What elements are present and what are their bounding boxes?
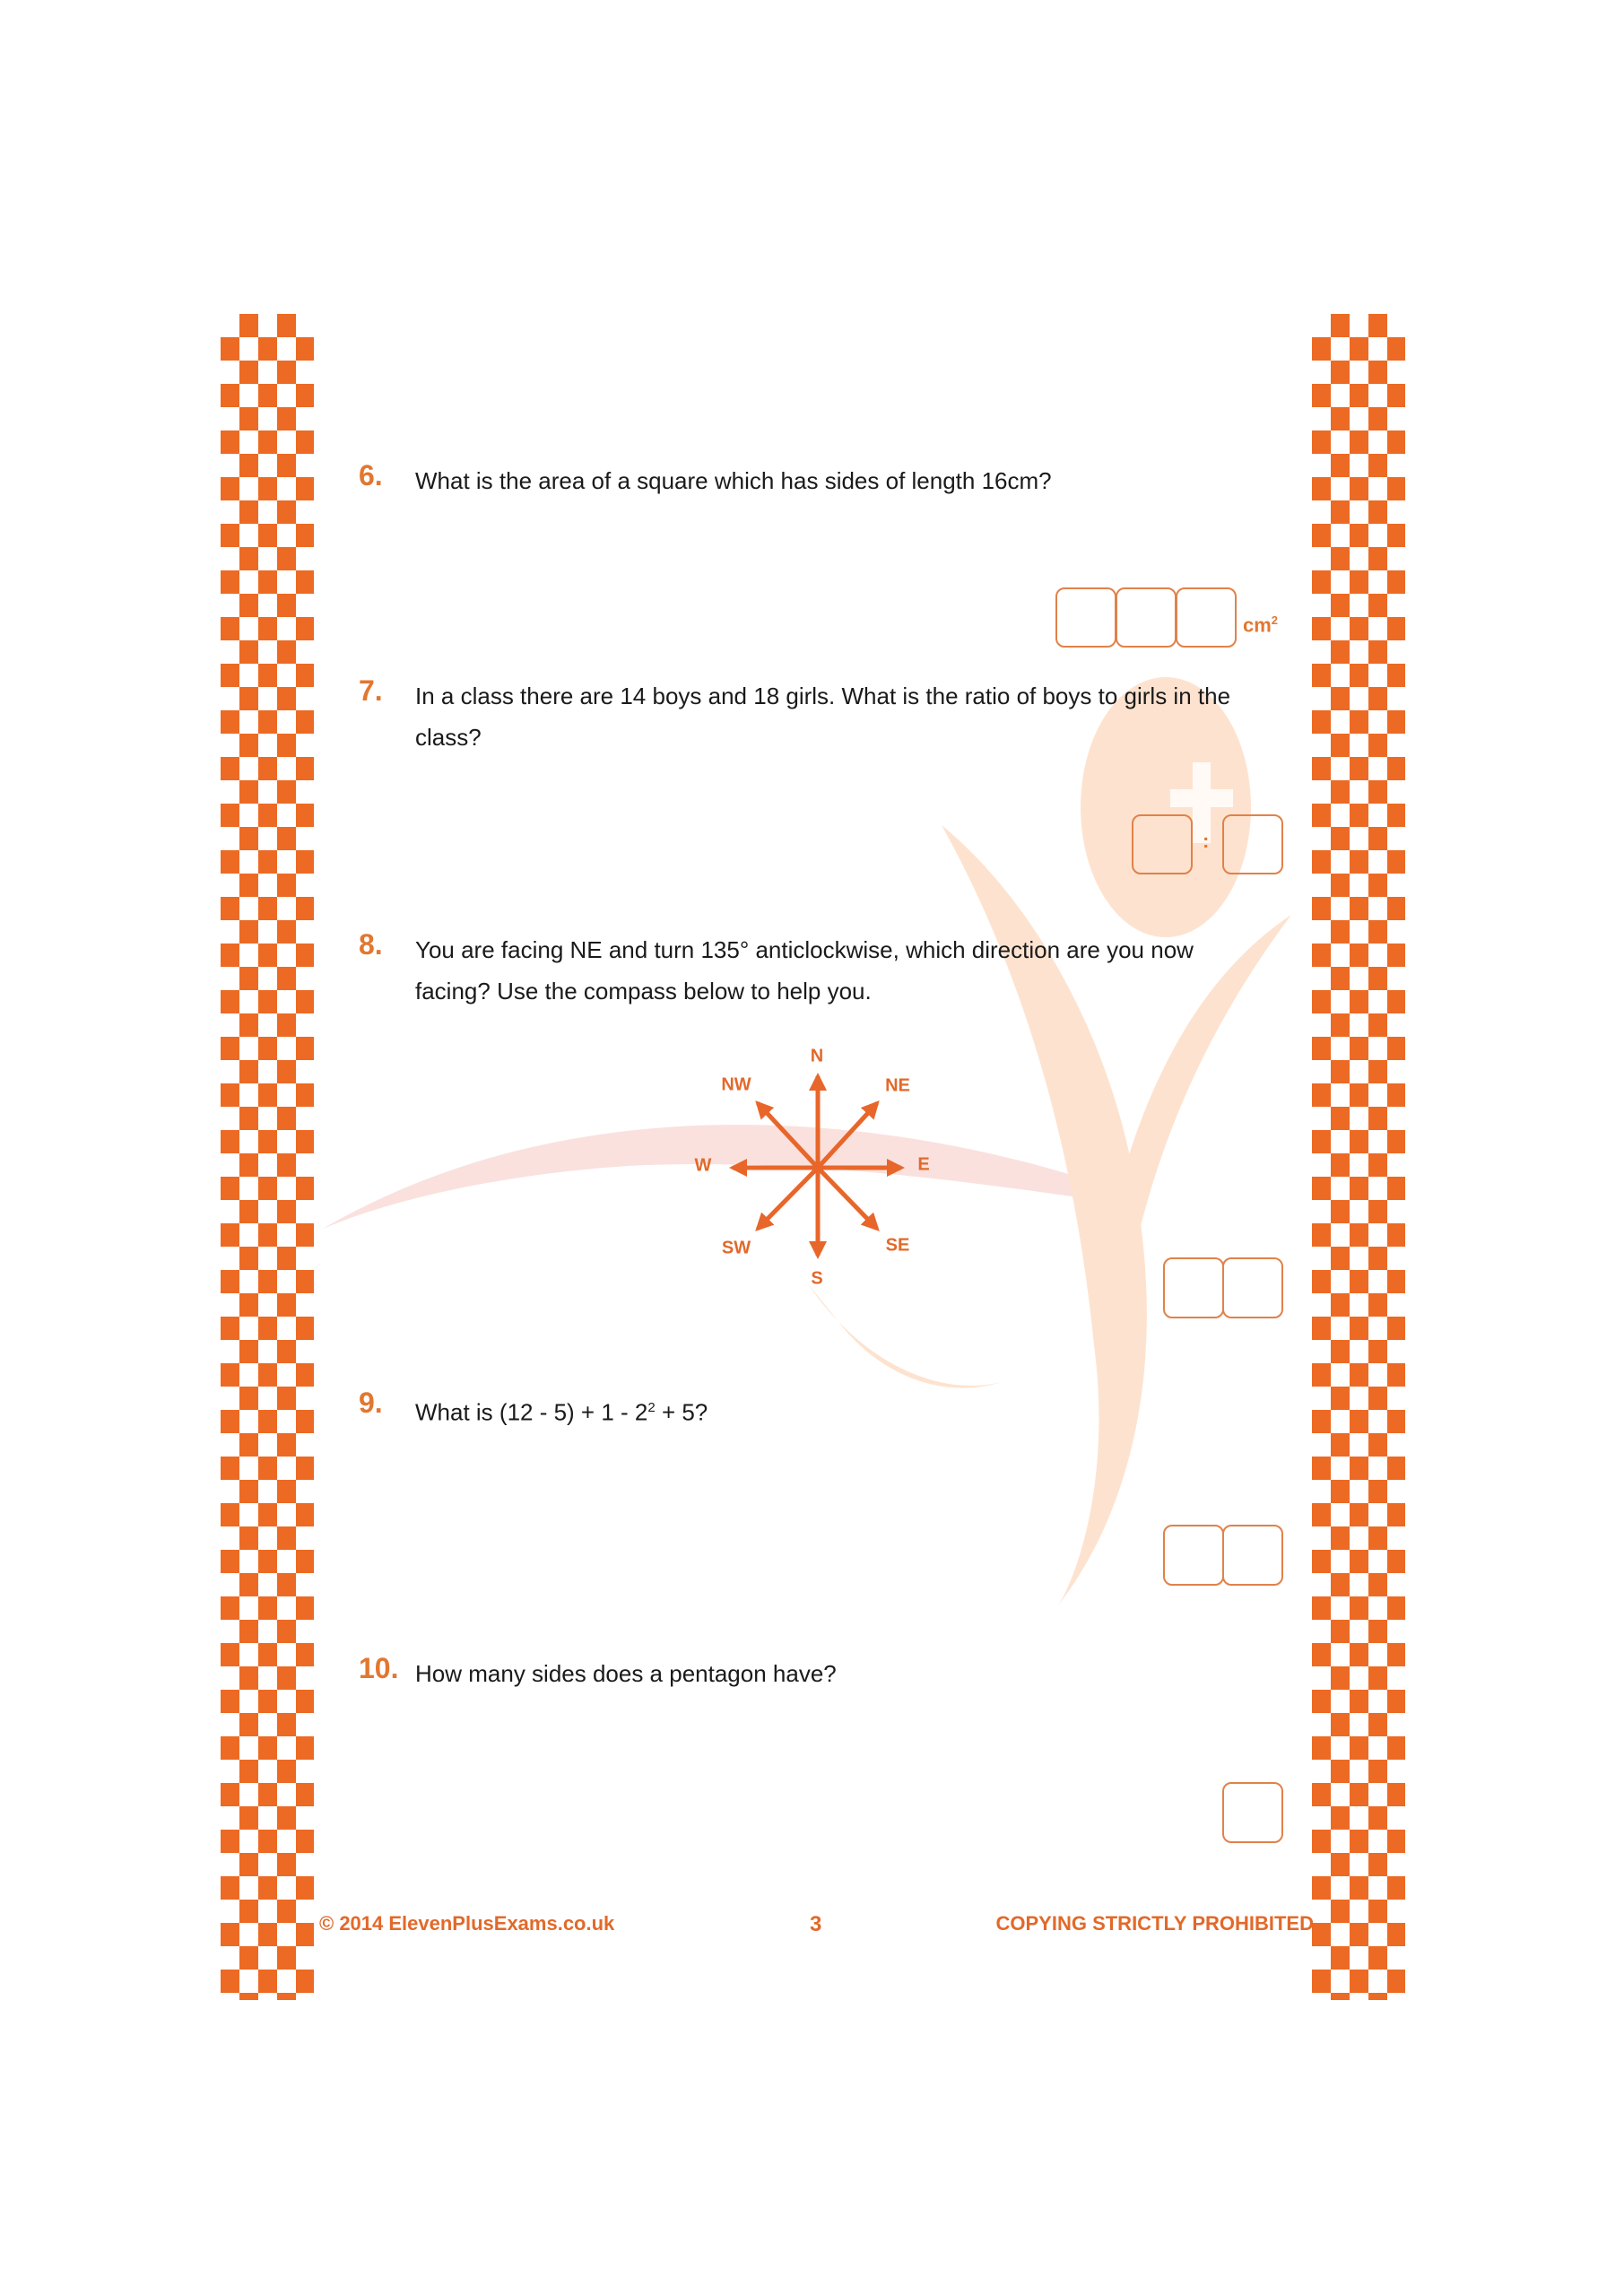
compass-label-sw: SW	[721, 1238, 751, 1258]
compass-label-ne: NE	[885, 1075, 910, 1096]
compass-arrow-ne	[818, 1103, 877, 1168]
question-9-text	[415, 1387, 1294, 1433]
question-10-text: How many sides does a pentagon have?	[415, 1660, 837, 1687]
footer-copyright: © 2014 ElevenPlusExams.co.uk	[319, 1912, 615, 1935]
unit-text: cm	[1243, 613, 1272, 637]
compass-arrow-sw	[758, 1168, 818, 1229]
compass-label-n: N	[810, 1046, 824, 1066]
answer-box-q10[interactable]	[1222, 1782, 1283, 1843]
compass-label-e: E	[917, 1154, 930, 1175]
compass-arrow-nw	[758, 1103, 818, 1168]
question-7-number: 7.	[359, 674, 383, 707]
question-9-text-part: What is (12 - 5) + 1 - 2	[415, 1398, 648, 1426]
question-6-number: 6.	[359, 459, 383, 491]
answer-box-q9-1[interactable]	[1163, 1525, 1224, 1586]
question-9-text-part: + 5?	[655, 1398, 708, 1426]
answer-box-q8-2[interactable]	[1222, 1257, 1283, 1318]
compass-label-s: S	[811, 1268, 823, 1289]
question-9-number: 9.	[359, 1387, 383, 1419]
question-8-number: 8.	[359, 928, 383, 961]
answer-box-q9-2[interactable]	[1222, 1525, 1283, 1586]
unit-superscript: 2	[1271, 613, 1279, 627]
footer-page-number: 3	[810, 1912, 822, 1936]
answer-box-q8-1[interactable]	[1163, 1257, 1224, 1318]
question-6-text: What is the area of a square which has sides of length 16cm?	[415, 467, 1052, 494]
compass-label-nw: NW	[721, 1074, 751, 1095]
compass-label-w: W	[694, 1155, 712, 1176]
question-9-exponent: 2	[647, 1400, 656, 1415]
question-7-text: In a class there are 14 boys and 18 girls. What is the ratio of boys to girls in the class?	[415, 683, 1231, 751]
question-8-text: You are facing NE and turn 135° anticlockwise, which direction are you now facing? Use the compass below to help you.	[415, 936, 1194, 1004]
compass-label-se: SE	[885, 1235, 910, 1256]
ratio-separator: :	[1203, 830, 1210, 852]
question-10-number: 10.	[359, 1652, 399, 1684]
compass-arrow-se	[818, 1168, 877, 1229]
footer-notice: COPYING STRICTLY PROHIBITED	[995, 1912, 1314, 1935]
